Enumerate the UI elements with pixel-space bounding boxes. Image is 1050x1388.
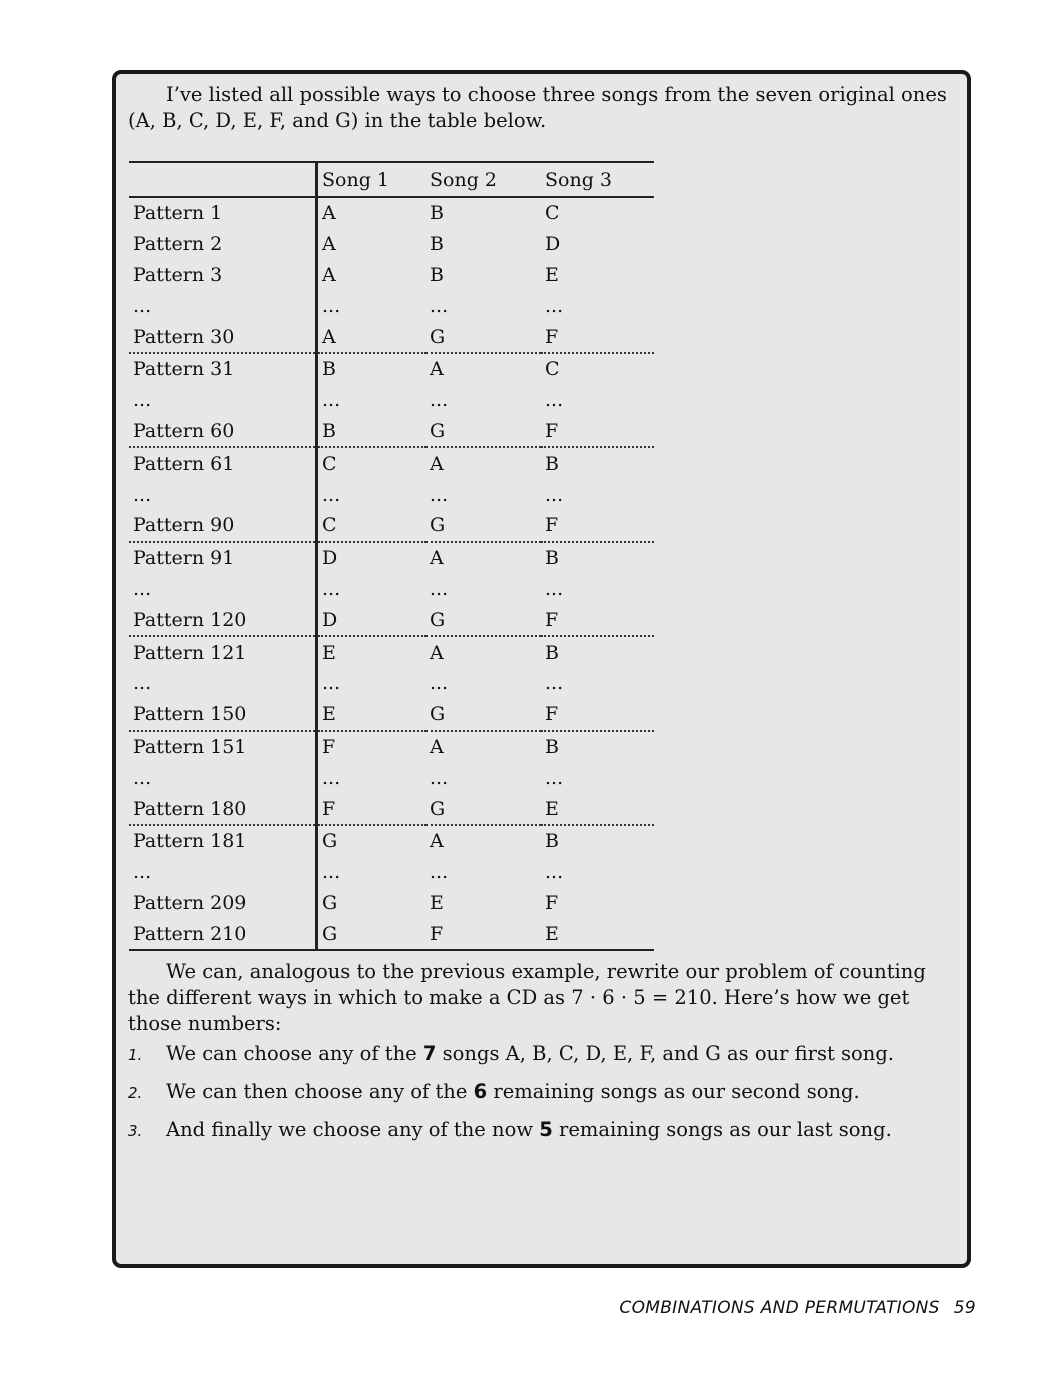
song-3-cell: ... bbox=[545, 672, 564, 695]
song-2-cell: ... bbox=[430, 577, 449, 600]
table-row bbox=[129, 731, 654, 763]
song-1-cell: F bbox=[317, 731, 427, 763]
row-label: Pattern 209 bbox=[133, 891, 247, 914]
row-label: Pattern 150 bbox=[129, 699, 317, 731]
song-3-cell: B bbox=[545, 830, 559, 853]
list-bold-number: 7 bbox=[422, 1042, 437, 1065]
table-row bbox=[129, 918, 654, 950]
list-text-after: remaining songs as our last song. bbox=[552, 1118, 892, 1141]
row-label: Pattern 91 bbox=[133, 547, 235, 570]
song-2-cell: B bbox=[430, 263, 444, 286]
table-row bbox=[129, 229, 654, 260]
song-3-cell: E bbox=[545, 263, 559, 286]
row-label: Pattern 210 bbox=[133, 922, 247, 945]
row-label: Pattern 61 bbox=[133, 452, 235, 475]
row-label: Pattern 151 bbox=[133, 735, 247, 758]
table-row bbox=[129, 574, 654, 605]
song-1-cell: ... bbox=[317, 290, 427, 321]
row-label: ... bbox=[133, 766, 152, 789]
song-3-cell: B bbox=[545, 452, 559, 475]
row-label: Pattern 31 bbox=[133, 358, 235, 381]
explanation-paragraph: We can, analogous to the previous example, rewrite our problem of counting the different ways in which to make a CD as 7 · 6 · 5 = 210. Here’s how we get those numbers: bbox=[128, 960, 926, 1035]
table-row bbox=[129, 510, 654, 542]
table-row bbox=[129, 260, 654, 291]
list-bold-number: 5 bbox=[539, 1118, 553, 1141]
song-1-cell: G bbox=[317, 888, 427, 919]
list-text-before: And finally we choose any of the now bbox=[166, 1118, 540, 1141]
song-3-cell: F bbox=[541, 321, 654, 353]
song-1-cell: F bbox=[317, 793, 427, 825]
row-label: Pattern 30 bbox=[129, 321, 317, 353]
song-3-cell: D bbox=[545, 233, 561, 256]
page-number: 59 bbox=[953, 1298, 976, 1318]
list-number: 2. bbox=[128, 1084, 143, 1102]
song-1-cell: ... bbox=[317, 668, 427, 699]
table-body bbox=[129, 197, 654, 950]
table-row bbox=[129, 604, 654, 636]
row-label: Pattern 120 bbox=[129, 604, 317, 636]
song-1-cell: G bbox=[317, 918, 427, 950]
song-1-cell: G bbox=[317, 825, 427, 857]
footer-chapter-title: COMBINATIONS AND PERMUTATIONS bbox=[619, 1298, 940, 1318]
song-1-cell: ... bbox=[317, 385, 427, 416]
table-row bbox=[129, 762, 654, 793]
song-3-cell: E bbox=[541, 793, 654, 825]
header-song-2: Song 2 bbox=[426, 162, 541, 197]
song-2-cell: G bbox=[426, 321, 541, 353]
page-footer bbox=[619, 1298, 976, 1318]
song-1-cell: A bbox=[317, 260, 427, 291]
song-3-cell: C bbox=[545, 202, 560, 225]
song-2-cell: A bbox=[430, 641, 444, 664]
song-3-cell: F bbox=[541, 510, 654, 542]
row-label: Pattern 90 bbox=[129, 510, 317, 542]
song-2-cell: G bbox=[426, 416, 541, 448]
table-row bbox=[129, 825, 654, 857]
song-3-cell: B bbox=[545, 547, 559, 570]
song-1-cell: C bbox=[317, 510, 427, 542]
row-label: Pattern 3 bbox=[133, 263, 223, 286]
table-row bbox=[129, 479, 654, 510]
song-2-cell: G bbox=[426, 793, 541, 825]
row-label: Pattern 121 bbox=[133, 641, 247, 664]
song-3-cell: ... bbox=[545, 389, 564, 412]
row-label: ... bbox=[133, 577, 152, 600]
song-1-cell: C bbox=[317, 447, 427, 479]
song-2-cell: A bbox=[430, 358, 444, 381]
table-row bbox=[129, 290, 654, 321]
song-3-cell: F bbox=[541, 604, 654, 636]
song-3-cell: F bbox=[541, 416, 654, 448]
table-row bbox=[129, 888, 654, 919]
song-1-cell: ... bbox=[317, 574, 427, 605]
table-row bbox=[129, 793, 654, 825]
row-label: ... bbox=[133, 389, 152, 412]
table-row bbox=[129, 699, 654, 731]
content-box bbox=[112, 70, 971, 1268]
song-2-cell: F bbox=[430, 922, 444, 945]
table-row bbox=[129, 447, 654, 479]
list-bold-number: 6 bbox=[473, 1080, 488, 1103]
song-3-cell: F bbox=[545, 891, 559, 914]
steps-list bbox=[128, 1041, 968, 1155]
song-1-cell: E bbox=[317, 699, 427, 731]
row-label: ... bbox=[133, 672, 152, 695]
table-row bbox=[129, 197, 654, 229]
song-1-cell: ... bbox=[317, 479, 427, 510]
song-2-cell: A bbox=[430, 452, 444, 475]
table-row bbox=[129, 636, 654, 668]
song-3-cell: F bbox=[541, 699, 654, 731]
song-2-cell: ... bbox=[430, 672, 449, 695]
song-1-cell: B bbox=[317, 353, 427, 385]
row-label: ... bbox=[133, 483, 152, 506]
song-3-cell: B bbox=[545, 641, 559, 664]
row-label: Pattern 181 bbox=[133, 830, 247, 853]
row-label: Pattern 1 bbox=[133, 202, 223, 225]
song-2-cell: ... bbox=[430, 861, 449, 884]
list-text-after: songs A, B, C, D, E, F, and G as our first song. bbox=[436, 1042, 894, 1065]
song-2-cell: ... bbox=[430, 483, 449, 506]
song-2-cell: G bbox=[426, 510, 541, 542]
row-label: Pattern 180 bbox=[129, 793, 317, 825]
song-3-cell: ... bbox=[545, 577, 564, 600]
list-number: 1. bbox=[128, 1046, 143, 1064]
row-label: ... bbox=[133, 294, 152, 317]
table-row bbox=[129, 668, 654, 699]
song-2-cell: B bbox=[430, 233, 444, 256]
header-song-3: Song 3 bbox=[541, 162, 654, 197]
song-2-cell: A bbox=[430, 547, 444, 570]
table-row bbox=[129, 385, 654, 416]
song-2-cell: A bbox=[430, 735, 444, 758]
song-3-cell: ... bbox=[545, 294, 564, 317]
song-2-cell: B bbox=[430, 202, 444, 225]
song-2-cell: A bbox=[430, 830, 444, 853]
song-1-cell: D bbox=[317, 542, 427, 574]
header-song-1: Song 1 bbox=[317, 162, 427, 197]
song-2-cell: ... bbox=[430, 294, 449, 317]
song-2-cell: E bbox=[430, 891, 444, 914]
song-1-cell: ... bbox=[317, 857, 427, 888]
table-row bbox=[129, 416, 654, 448]
song-1-cell: A bbox=[317, 321, 427, 353]
row-label: ... bbox=[133, 861, 152, 884]
song-2-cell: G bbox=[426, 604, 541, 636]
song-3-cell: E bbox=[545, 922, 559, 945]
song-2-cell: ... bbox=[430, 766, 449, 789]
list-text-after: remaining songs as our second song. bbox=[487, 1080, 860, 1103]
intro-paragraph: I’ve listed all possible ways to choose three songs from the seven original ones (A, B, C, D, E, F, and G) in the table below. bbox=[128, 83, 947, 132]
song-1-cell: E bbox=[317, 636, 427, 668]
song-1-cell: ... bbox=[317, 762, 427, 793]
song-2-cell: ... bbox=[430, 389, 449, 412]
row-label: Pattern 60 bbox=[129, 416, 317, 448]
table-header-row bbox=[129, 162, 654, 197]
list-item bbox=[128, 1117, 968, 1155]
table-row bbox=[129, 321, 654, 353]
table-row bbox=[129, 542, 654, 574]
list-item bbox=[128, 1079, 968, 1117]
list-number: 3. bbox=[128, 1122, 143, 1140]
song-1-cell: D bbox=[317, 604, 427, 636]
song-patterns-table bbox=[129, 161, 654, 951]
song-1-cell: B bbox=[317, 416, 427, 448]
table-row bbox=[129, 353, 654, 385]
song-3-cell: ... bbox=[545, 483, 564, 506]
header-blank bbox=[129, 162, 317, 197]
list-text-before: We can choose any of the bbox=[166, 1042, 423, 1065]
list-item bbox=[128, 1041, 968, 1079]
song-2-cell: G bbox=[426, 699, 541, 731]
song-3-cell: C bbox=[545, 358, 560, 381]
song-3-cell: ... bbox=[545, 766, 564, 789]
song-3-cell: ... bbox=[545, 861, 564, 884]
song-3-cell: B bbox=[545, 735, 559, 758]
table-row bbox=[129, 857, 654, 888]
list-text-before: We can then choose any of the bbox=[166, 1080, 474, 1103]
row-label: Pattern 2 bbox=[133, 233, 223, 256]
song-1-cell: A bbox=[317, 197, 427, 229]
song-1-cell: A bbox=[317, 229, 427, 260]
